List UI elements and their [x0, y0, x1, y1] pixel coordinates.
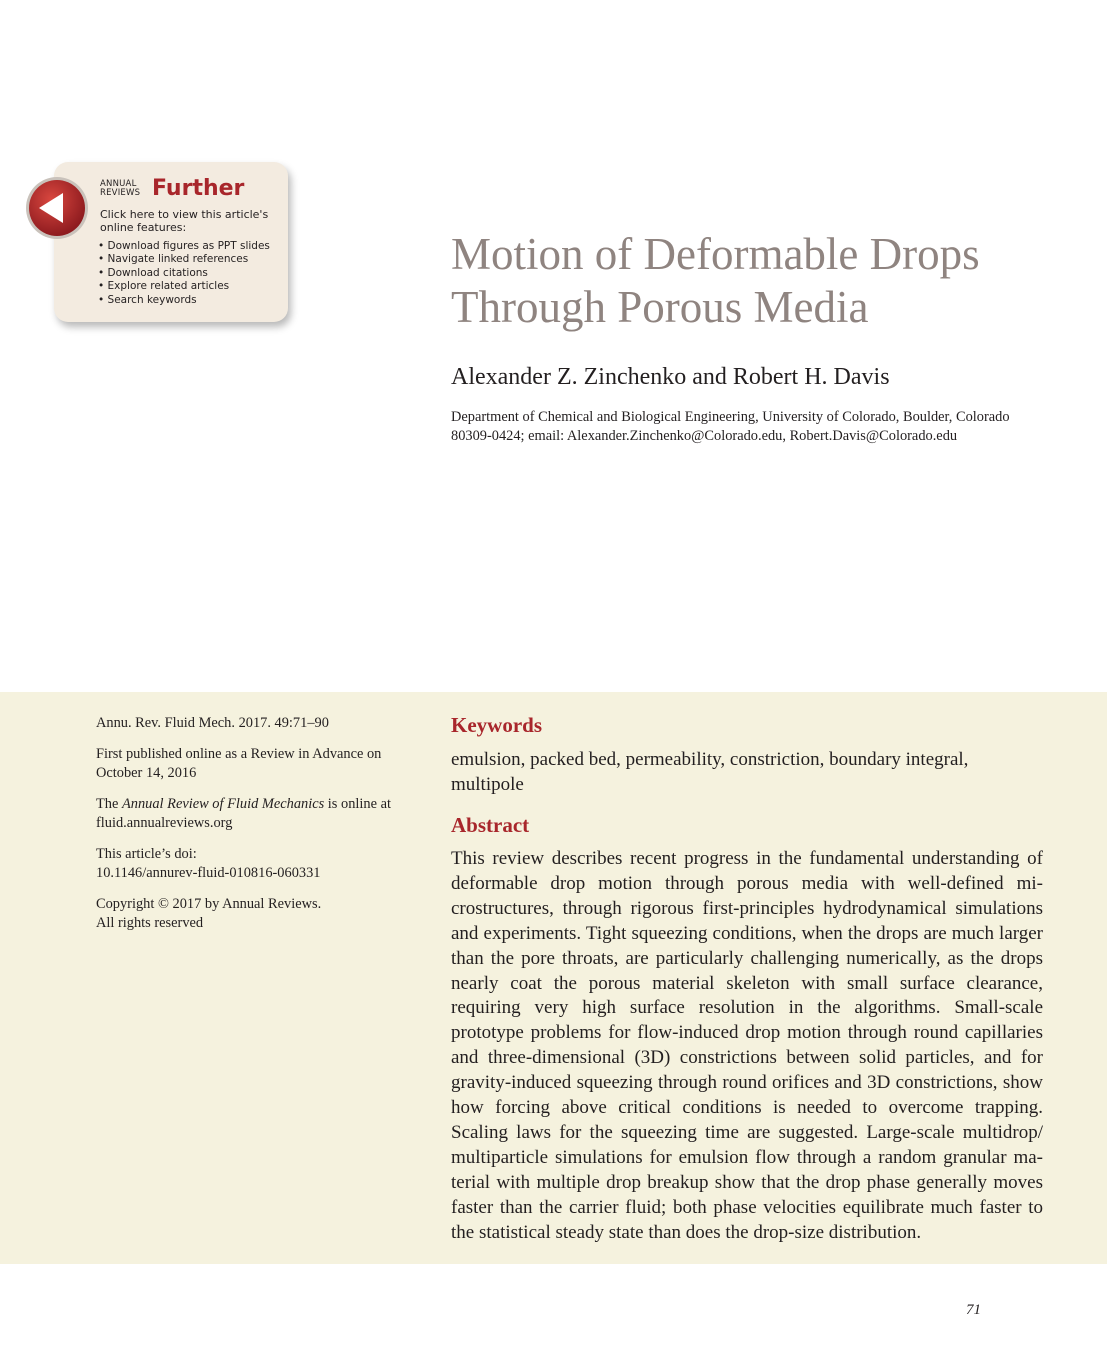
page-number: 71: [966, 1302, 981, 1318]
article-meta: [96, 714, 416, 945]
affiliation: Department of Chemical and Biological Engineering, University of Colorado, Boulder, Colorado 80309-0424; email: Alexander.Zinchenko@Colorado.edu, Robert.Davis@Colorado.edu: [451, 409, 1010, 444]
feature-item[interactable]: • Search keywords: [98, 294, 270, 307]
further-panel[interactable]: [54, 162, 288, 322]
abstract-text: This review describes recent progress in the fundamental understanding of deformable drop motion through porous media with well-defined microstructures, through rigorous first-principles hydrodynamical simulations and experiments. Tight squeezing conditions, when the drops are much larger than the pore throats, are particularly challenging numerically, as the drops nearly coat the porous material skeleton with small surface clearance, requiring very high surface resolution in the algorithms. Small-scale prototype problems for flow-induced drop motion through round capillaries and three-dimensional (3D) constrictions between solid particles, and for gravity-induced squeezing through round orifices and 3D constrictions, show how forcing above critical conditions is needed to overcome trapping. Scaling laws for the squeezing time are suggested. Large-scale multidrop/ multiparticle simulations for emulsion flow through a random granular material with multiple drop breakup show that the drop phase generally moves faster than the carrier fluid; both phase velocities equilibrate much faster to the statistical steady state than does the drop-size distribution.: [451, 848, 1043, 1243]
abstract-heading: Abstract: [451, 813, 530, 837]
article-title: [451, 228, 1071, 334]
citation: Annu. Rev. Fluid Mech. 2017. 49:71–90: [96, 715, 329, 731]
doi-label: This article’s doi:: [96, 845, 197, 862]
title-line-1: Motion of Deformable Drops: [451, 229, 980, 279]
feature-item[interactable]: • Download citations: [98, 267, 270, 280]
brand-further-text: Further: [152, 176, 245, 201]
journal-name: Annual Review of Fluid Mechanics: [121, 795, 325, 812]
online-prefix: The: [96, 795, 122, 812]
first-published: First published online as a Review in Advance on October 14, 2016: [96, 745, 382, 781]
further-arrow-icon[interactable]: [25, 176, 89, 240]
further-features-list: [98, 240, 270, 307]
title-line-2: Through Porous Media: [451, 282, 869, 332]
doi-link[interactable]: 10.1146/annurev-fluid-010816-060331: [96, 865, 321, 881]
click-here-description: to view this article's online features:: [100, 208, 269, 234]
click-here-link[interactable]: Click here: [100, 208, 155, 221]
rights: All rights reserved: [96, 915, 204, 931]
feature-item[interactable]: • Navigate linked references: [98, 253, 270, 266]
copyright-block: [96, 895, 416, 934]
authors: Alexander Z. Zinchenko and Robert H. Davis: [451, 364, 890, 390]
keywords-text: emulsion, packed bed, permeability, constriction, boundary integral, multipole: [451, 749, 969, 795]
online-availability: [96, 795, 416, 834]
brand-small-text: ANNUAL REVIEWS: [100, 179, 141, 198]
feature-item[interactable]: • Download figures as PPT slides: [98, 240, 270, 253]
copyright: Copyright © 2017 by Annual Reviews.: [96, 895, 322, 912]
doi-block: [96, 845, 416, 884]
feature-item[interactable]: • Explore related articles: [98, 280, 270, 293]
online-suffix[interactable]: is online at fluid.annualreviews.org: [96, 795, 391, 831]
further-description: [100, 208, 280, 234]
keywords-heading: Keywords: [451, 713, 542, 737]
